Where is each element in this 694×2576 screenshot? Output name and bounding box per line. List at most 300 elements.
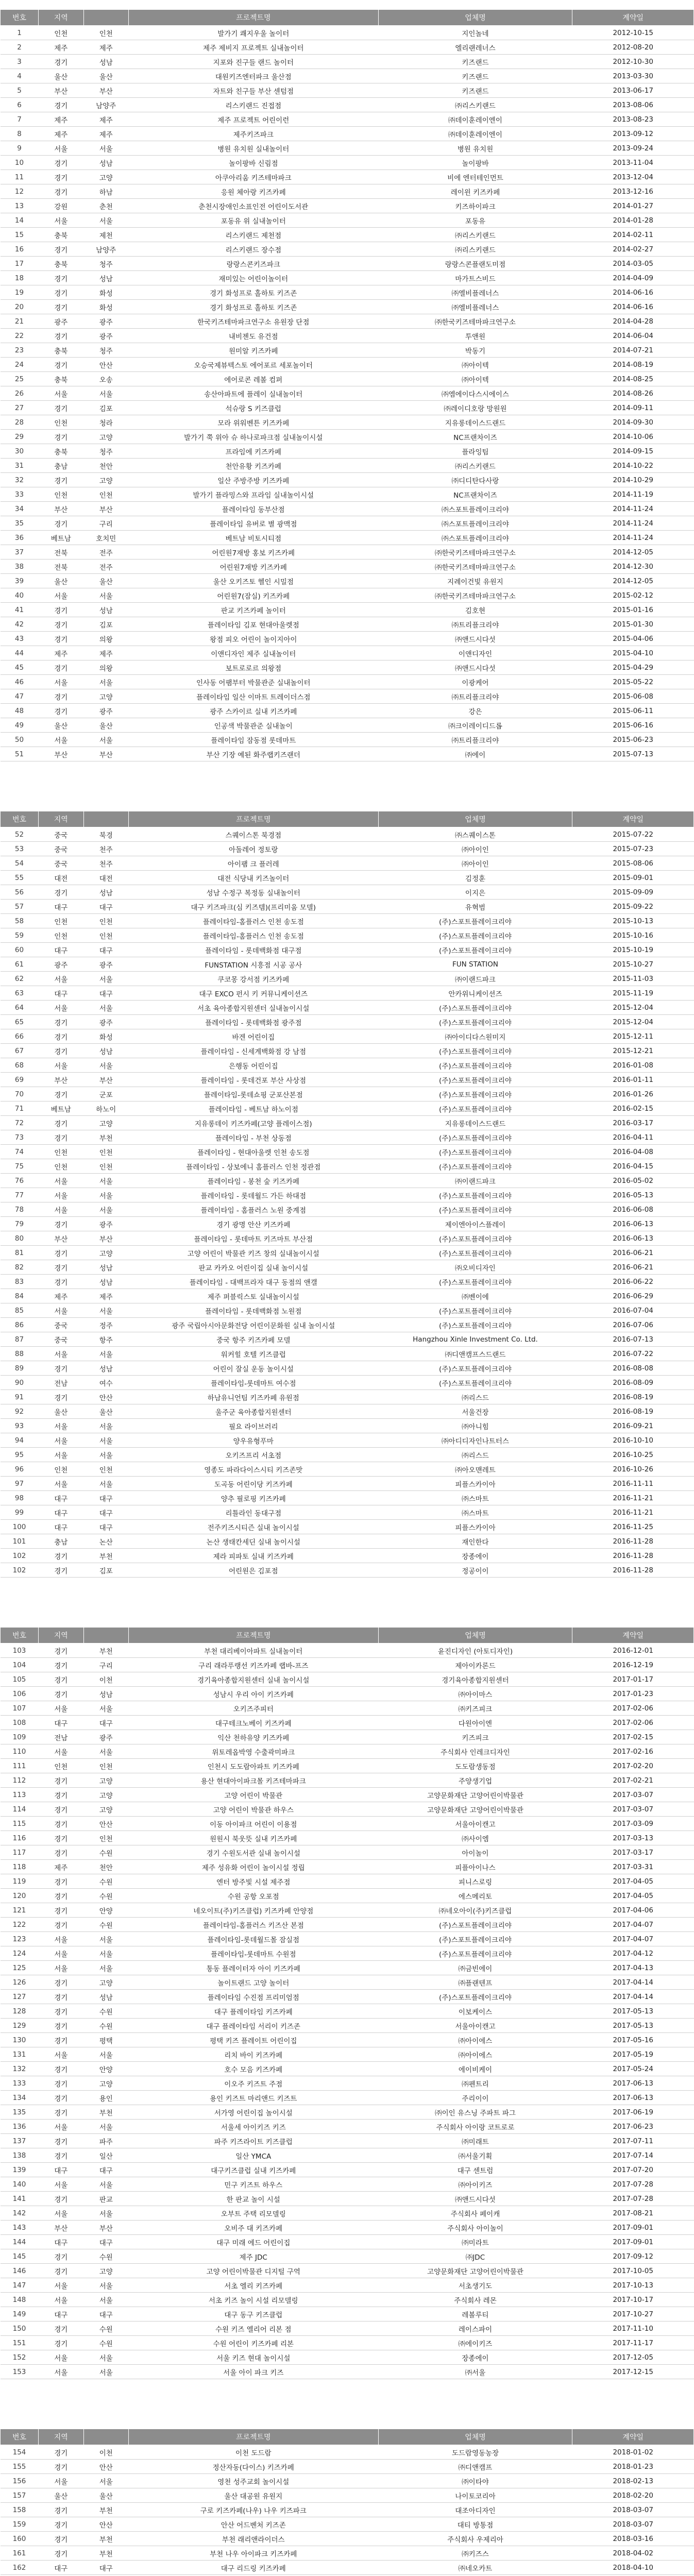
cell-city: 부천: [83, 1130, 128, 1145]
cell-region: 대구: [39, 1520, 83, 1534]
cell-date: 2017-06-19: [572, 2105, 694, 2120]
table-row: [1, 1549, 694, 1563]
cell-date: 2013-06-17: [572, 83, 694, 98]
cell-date: 2015-01-16: [572, 603, 694, 617]
cell-city: 광주: [83, 329, 128, 343]
table-row: [1, 2293, 694, 2307]
cell-city: 서울: [83, 2120, 128, 2134]
cell-date: 2015-02-12: [572, 588, 694, 603]
cell-no: 77: [1, 1188, 39, 1202]
cell-company: 마가트스비드: [378, 271, 572, 285]
cell-project: 이천 도드람: [128, 2445, 378, 2460]
cell-date: 2015-06-11: [572, 704, 694, 718]
cell-company: 레볼루티: [378, 2307, 572, 2321]
cell-city: 울산: [83, 69, 128, 83]
table-row: [1, 1101, 694, 1116]
cell-region: 울산: [39, 2488, 83, 2503]
cell-no: 34: [1, 502, 39, 516]
cell-company: 김호현: [378, 603, 572, 617]
cell-city: 울산: [83, 718, 128, 733]
cell-date: 2017-10-17: [572, 2293, 694, 2307]
table-row: [1, 487, 694, 502]
table-row: [1, 574, 694, 588]
cell-company: ㈜리스키랜드: [378, 98, 572, 112]
cell-company: ㈜한국키즈테마파크연구소: [378, 314, 572, 329]
cell-project: 오키즈주피터: [128, 1701, 378, 1716]
cell-city: 광주: [83, 957, 128, 972]
cell-company: (주)스포트플레이크리야: [378, 1376, 572, 1390]
cell-region: 서울: [39, 386, 83, 401]
cell-date: 2017-07-20: [572, 2163, 694, 2177]
table-row: [1, 2076, 694, 2091]
cell-region: 경기: [39, 329, 83, 343]
cell-region: 울산: [39, 718, 83, 733]
table-row: [1, 98, 694, 112]
cell-city: 화성: [83, 285, 128, 300]
table-row: [1, 914, 694, 928]
cell-no: 68: [1, 1058, 39, 1073]
cell-company: (주)스포트플레이크리야: [378, 1159, 572, 1174]
column-header-company: 업체명: [378, 10, 572, 26]
cell-region: 경기: [39, 1845, 83, 1860]
cell-city: 서울: [83, 1932, 128, 1946]
cell-no: 148: [1, 2293, 39, 2307]
cell-no: 102: [1, 1549, 39, 1563]
table-row: [1, 473, 694, 487]
cell-company: ㈜아이인: [378, 842, 572, 856]
cell-region: 서울: [39, 972, 83, 986]
cell-city: 서울: [83, 1419, 128, 1433]
cell-date: 2017-02-16: [572, 1744, 694, 1759]
cell-city: 인천: [83, 1759, 128, 1773]
cell-region: 경기: [39, 2546, 83, 2561]
cell-region: 대구: [39, 2307, 83, 2321]
cell-region: 경기: [39, 300, 83, 314]
cell-city: 서울: [83, 2206, 128, 2221]
cell-region: 경기: [39, 2004, 83, 2019]
cell-region: 경기: [39, 1918, 83, 1932]
cell-region: 부산: [39, 502, 83, 516]
cell-region: 광주: [39, 957, 83, 972]
table-row: [1, 972, 694, 986]
table-row: [1, 2134, 694, 2148]
table-row: [1, 2105, 694, 2120]
cell-company: ㈜한국키즈테마파크연구소: [378, 588, 572, 603]
table-row: [1, 2091, 694, 2105]
cell-no: 44: [1, 646, 39, 660]
cell-region: 인천: [39, 928, 83, 943]
cell-date: 2016-10-26: [572, 1462, 694, 1477]
table-row: [1, 459, 694, 473]
table-row: [1, 40, 694, 55]
cell-no: 102: [1, 1563, 39, 1578]
cell-project: 위토레옵박영 수출곽미파크: [128, 1744, 378, 1759]
table-row: [1, 1361, 694, 1376]
cell-date: 2015-05-22: [572, 675, 694, 689]
cell-city: 대구: [83, 2163, 128, 2177]
table-row: [1, 2221, 694, 2235]
cell-date: 2016-05-02: [572, 1174, 694, 1188]
cell-date: 2016-10-10: [572, 1433, 694, 1448]
cell-date: 2014-11-24: [572, 531, 694, 545]
cell-date: 2017-03-07: [572, 1788, 694, 1802]
cell-date: 2017-03-09: [572, 1817, 694, 1831]
cell-date: 2015-04-29: [572, 660, 694, 675]
cell-no: 157: [1, 2488, 39, 2503]
table-row: [1, 957, 694, 972]
cell-region: 서울: [39, 2177, 83, 2192]
cell-city: 울산: [83, 2488, 128, 2503]
cell-date: 2016-06-08: [572, 1202, 694, 1217]
table-row: [1, 1217, 694, 1231]
cell-city: 용인: [83, 2091, 128, 2105]
cell-company: (주)스포트플레이크리야: [378, 1073, 572, 1087]
cell-date: 2017-02-06: [572, 1716, 694, 1730]
cell-company: (주)스포트플레이크리야: [378, 1990, 572, 2004]
cell-region: 경기: [39, 2321, 83, 2336]
cell-city: 제주: [83, 127, 128, 141]
cell-city: 군포: [83, 1087, 128, 1101]
table-row: [1, 2350, 694, 2365]
cell-city: 오송: [83, 372, 128, 386]
table-row: [1, 1289, 694, 1303]
column-header-region: 지역: [39, 811, 83, 827]
cell-city: 수원: [83, 2249, 128, 2264]
cell-city: 천안: [83, 1860, 128, 1874]
cell-date: 2017-05-16: [572, 2033, 694, 2047]
cell-company: (주)스포트플레이크리야: [378, 1015, 572, 1029]
cell-company: 주식회사 인레크디자인: [378, 1744, 572, 1759]
table-row: [1, 1730, 694, 1744]
cell-no: 115: [1, 1817, 39, 1831]
cell-no: 73: [1, 1130, 39, 1145]
cell-no: 152: [1, 2350, 39, 2365]
cell-region: 대구: [39, 2235, 83, 2249]
cell-company: 제아이카론드: [378, 1658, 572, 1672]
cell-company: (주)스포트플레이크리야: [378, 1058, 572, 1073]
cell-project: 플레이타임-홈플러스 키즈산 본점: [128, 1918, 378, 1932]
cell-region: 충북: [39, 228, 83, 242]
table-row: [1, 1990, 694, 2004]
cell-region: 서울: [39, 1347, 83, 1361]
cell-company: (주)스포트플레이크리야: [378, 928, 572, 943]
cell-company: 에이비케이: [378, 2062, 572, 2076]
table-row: [1, 2561, 694, 2575]
table-row: [1, 1462, 694, 1477]
cell-date: 2016-06-29: [572, 1289, 694, 1303]
cell-date: 2017-01-23: [572, 1687, 694, 1701]
table-row: [1, 386, 694, 401]
cell-company: (주)스포트플레이크리야: [378, 914, 572, 928]
cell-project: 플레이타임 - 롯데백화점 대구점: [128, 943, 378, 957]
cell-region: 서울: [39, 2206, 83, 2221]
column-header-no: 번호: [1, 1628, 39, 1643]
cell-city: 서울: [83, 1701, 128, 1716]
header-row: [1, 10, 694, 26]
cell-no: 19: [1, 285, 39, 300]
table-row: [1, 156, 694, 170]
table-row: [1, 2148, 694, 2163]
cell-city: 안양: [83, 1903, 128, 1918]
cell-region: 서울: [39, 1433, 83, 1448]
cell-company: ㈜레이디호랑 망원원: [378, 401, 572, 415]
cell-no: 138: [1, 2148, 39, 2163]
cell-region: 서울: [39, 141, 83, 156]
cell-region: 경기: [39, 2091, 83, 2105]
table-row: [1, 314, 694, 329]
cell-city: 대구: [83, 986, 128, 1001]
cell-project: 수원 키즈 엘리어 리본 점: [128, 2321, 378, 2336]
cell-region: 경기: [39, 1361, 83, 1376]
cell-project: 천안유황 키즈카페: [128, 459, 378, 473]
cell-region: 충북: [39, 343, 83, 358]
cell-date: 2017-11-10: [572, 2321, 694, 2336]
cell-city: 천주: [83, 842, 128, 856]
cell-project: 어린원7재방 홍보 키즈카페: [128, 545, 378, 560]
cell-region: 대구: [39, 1505, 83, 1520]
cell-no: 108: [1, 1716, 39, 1730]
cell-company: ㈜트리플크리야: [378, 733, 572, 747]
cell-project: 대구 동구 키즈클럽: [128, 2307, 378, 2321]
cell-city: 서울: [83, 2474, 128, 2488]
table-row: [1, 1643, 694, 1658]
cell-city: 호치민: [83, 531, 128, 545]
cell-region: 경기: [39, 660, 83, 675]
cell-region: 인천: [39, 1462, 83, 1477]
column-header-date: 계약일: [572, 811, 694, 827]
cell-date: 2015-11-19: [572, 986, 694, 1001]
cell-region: 경기: [39, 2062, 83, 2076]
cell-region: 경기: [39, 2033, 83, 2047]
cell-date: 2018-03-16: [572, 2532, 694, 2546]
cell-region: 충남: [39, 1534, 83, 1549]
cell-company: ㈜디앤캠프: [378, 2460, 572, 2474]
cell-no: 158: [1, 2503, 39, 2517]
cell-company: ㈜금빈에이: [378, 1961, 572, 1975]
cell-date: 2013-08-06: [572, 98, 694, 112]
cell-date: 2014-06-16: [572, 285, 694, 300]
cell-project: 석슈랑 S 키즈클럽: [128, 401, 378, 415]
table-row: [1, 1520, 694, 1534]
cell-project: 고양 어린이 박물관 하우스: [128, 1802, 378, 1817]
cell-company: 서울건장: [378, 1404, 572, 1419]
cell-project: 송산아파트에 플레이 실내놀이터: [128, 386, 378, 401]
cell-date: 2014-08-26: [572, 386, 694, 401]
cell-company: ㈜아이마스: [378, 1687, 572, 1701]
cell-no: 66: [1, 1029, 39, 1044]
cell-date: 2013-12-04: [572, 170, 694, 184]
cell-region: 부산: [39, 747, 83, 761]
cell-city: 인천: [83, 487, 128, 502]
column-header-no: 번호: [1, 10, 39, 26]
cell-city: 인천: [83, 1145, 128, 1159]
table-row: [1, 1975, 694, 1990]
cell-city: 고양: [83, 689, 128, 704]
cell-project: 하남유니언팀 키즈카페 유원점: [128, 1390, 378, 1404]
cell-date: 2013-08-23: [572, 112, 694, 127]
cell-company: ㈜리스드: [378, 1390, 572, 1404]
cell-no: 46: [1, 675, 39, 689]
cell-company: 도도람생동점: [378, 1759, 572, 1773]
cell-date: 2016-05-13: [572, 1188, 694, 1202]
cell-date: 2016-08-19: [572, 1404, 694, 1419]
cell-no: 97: [1, 1477, 39, 1491]
cell-city: 서울: [83, 733, 128, 747]
cell-project: 광주 스카이르 실내 키즈카페: [128, 704, 378, 718]
cell-project: 오키즈프리 서초점: [128, 1448, 378, 1462]
cell-city: 수원: [83, 2336, 128, 2350]
table-row: [1, 329, 694, 343]
cell-date: 2017-04-12: [572, 1946, 694, 1961]
table-row: [1, 1073, 694, 1087]
cell-project: 보트로로르 의왕점: [128, 660, 378, 675]
cell-company: 이지은: [378, 885, 572, 900]
table-row: [1, 1802, 694, 1817]
cell-company: ㈜JDC: [378, 2249, 572, 2264]
column-header-region: 지역: [39, 10, 83, 26]
cell-company: ㈜리스키랜드: [378, 228, 572, 242]
table-row: [1, 1303, 694, 1318]
cell-region: 경기: [39, 271, 83, 285]
cell-region: 제주: [39, 112, 83, 127]
column-header-company: 업체명: [378, 2429, 572, 2445]
cell-date: 2014-06-16: [572, 300, 694, 314]
cell-city: 북경: [83, 827, 128, 842]
cell-region: 경기: [39, 1889, 83, 1903]
cell-region: 서울: [39, 1961, 83, 1975]
cell-company: 주식회사 페이캐: [378, 2206, 572, 2221]
table-row: [1, 2249, 694, 2264]
cell-no: 52: [1, 827, 39, 842]
cell-region: 서울: [39, 1477, 83, 1491]
cell-region: 서울: [39, 1946, 83, 1961]
table-row: [1, 1145, 694, 1159]
cell-date: 2017-03-17: [572, 1845, 694, 1860]
table-row: [1, 2163, 694, 2177]
table-row: [1, 856, 694, 871]
cell-project: 서울 키즈 현대 놀이시설: [128, 2350, 378, 2365]
cell-city: 안산: [83, 1817, 128, 1831]
cell-city: 성남: [83, 1687, 128, 1701]
table-row: [1, 2503, 694, 2517]
cell-city: 성남: [83, 1260, 128, 1275]
cell-no: 114: [1, 1802, 39, 1817]
cell-city: 안산: [83, 2460, 128, 2474]
cell-date: 2017-07-14: [572, 2148, 694, 2163]
cell-project: 도곡동 어린이당 키즈카페: [128, 1477, 378, 1491]
cell-company: 안카위니케이션즈: [378, 986, 572, 1001]
cell-date: 2017-03-13: [572, 1831, 694, 1845]
cell-no: 143: [1, 2221, 39, 2235]
table-row: [1, 900, 694, 914]
cell-date: 2015-10-16: [572, 928, 694, 943]
cell-no: 142: [1, 2206, 39, 2221]
table-row: [1, 1759, 694, 1773]
cell-city: 울산: [83, 574, 128, 588]
table-row: [1, 2445, 694, 2460]
cell-region: 경기: [39, 1563, 83, 1578]
cell-city: 부산: [83, 747, 128, 761]
table-row: [1, 127, 694, 141]
cell-company: 병원 유치원: [378, 141, 572, 156]
cell-region: 강원: [39, 199, 83, 213]
cell-region: 경기: [39, 1903, 83, 1918]
cell-city: 이천: [83, 2445, 128, 2460]
cell-no: 107: [1, 1701, 39, 1716]
cell-project: 플레이타임 - 홈플러스 노원 중계점: [128, 1202, 378, 1217]
cell-city: 성남: [83, 885, 128, 900]
table-row: [1, 560, 694, 574]
cell-company: 레이스파이: [378, 2321, 572, 2336]
cell-no: 5: [1, 83, 39, 98]
cell-project: 서초 육아종합지원센터 실내놀이시설: [128, 1001, 378, 1015]
cell-region: 경기: [39, 516, 83, 531]
cell-company: 키즈랜드: [378, 69, 572, 83]
cell-company: ㈜엠에이다스시에이스: [378, 386, 572, 401]
cell-project: 플레이타임-롯데월드몰 잠실점: [128, 1932, 378, 1946]
cell-no: 91: [1, 1390, 39, 1404]
cell-date: 2014-06-04: [572, 329, 694, 343]
cell-project: 고양 어린이박물관 디지털 구역: [128, 2264, 378, 2278]
cell-company: 고양문화재단 고양어린이박물관: [378, 1802, 572, 1817]
table-row: [1, 257, 694, 271]
cell-region: 인천: [39, 1145, 83, 1159]
cell-company: 에스메리토: [378, 1889, 572, 1903]
cell-company: ㈜이타야: [378, 2474, 572, 2488]
cell-city: 청주: [83, 343, 128, 358]
table-row: [1, 2307, 694, 2321]
cell-project: 경기 수원도서관 실내 놀이시설: [128, 1845, 378, 1860]
cell-region: 울산: [39, 574, 83, 588]
table-row: [1, 358, 694, 372]
cell-region: 부산: [39, 1073, 83, 1087]
cell-region: 서울: [39, 1058, 83, 1073]
cell-date: 2014-10-06: [572, 430, 694, 444]
cell-no: 40: [1, 588, 39, 603]
cell-project: 파주 키즈라이트 키즈클럽: [128, 2134, 378, 2148]
cell-city: 서울: [83, 1303, 128, 1318]
cell-project: 오부트 주택 리모델링: [128, 2206, 378, 2221]
cell-date: 2014-10-22: [572, 459, 694, 473]
cell-project: 내비젠도 유건점: [128, 329, 378, 343]
column-header-city: [83, 2429, 128, 2445]
cell-no: 127: [1, 1990, 39, 2004]
table-row: [1, 271, 694, 285]
cell-project: 플레이타임 - 롯데마트 키즈마트 부산점: [128, 1231, 378, 1246]
cell-no: 21: [1, 314, 39, 329]
cell-no: 54: [1, 856, 39, 871]
cell-company: 장종에이: [378, 2350, 572, 2365]
table-row: [1, 2460, 694, 2474]
cell-date: 2017-11-17: [572, 2336, 694, 2350]
table-row: [1, 1961, 694, 1975]
cell-project: 플레이타임 - 부천 상동점: [128, 1130, 378, 1145]
project-table: [0, 2429, 694, 2576]
cell-region: 경기: [39, 689, 83, 704]
cell-company: 대조아디자인: [378, 2503, 572, 2517]
cell-date: 2016-11-21: [572, 1505, 694, 1520]
cell-company: 엘리랜레너스: [378, 40, 572, 55]
cell-no: 65: [1, 1015, 39, 1029]
cell-date: 2017-12-05: [572, 2350, 694, 2365]
cell-city: 수원: [83, 1889, 128, 1903]
cell-date: 2014-01-27: [572, 199, 694, 213]
table-row: [1, 1845, 694, 1860]
cell-region: 경기: [39, 1874, 83, 1889]
table-row: [1, 2321, 694, 2336]
cell-no: 4: [1, 69, 39, 83]
cell-region: 경기: [39, 1015, 83, 1029]
